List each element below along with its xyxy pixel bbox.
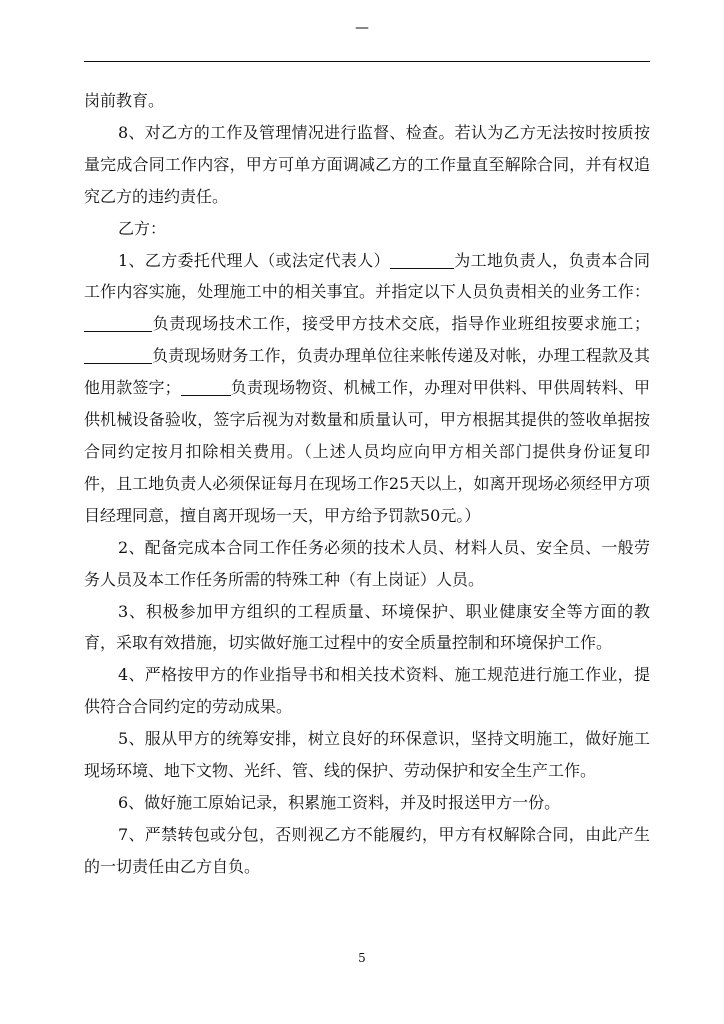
party-b-heading: 乙方： [118, 218, 167, 238]
paragraph-party-a-item-8: 8、对乙方的工作及管理情况进行监督、检查。若认为乙方无法按时按质按量完成合同工作内容，甲方可单方面调减乙方的工作量直至解除合同，并有权追究乙方的违约责任。 [84, 122, 650, 206]
finance-staff-blank [84, 345, 152, 364]
site-manager-blank [390, 250, 454, 269]
paragraph-party-b-item-6: 6、做好施工原始记录，积累施工资料，并及时报送甲方一份。 [118, 792, 561, 812]
item-1-part-a: 1、乙方委托代理人（或法定代表人） [118, 250, 390, 270]
header-rule [84, 61, 650, 62]
paragraph-party-b-item-1 [84, 245, 650, 532]
paragraph-continuation: 岗前教育。 [84, 91, 165, 110]
paragraph-party-b-item-2: 2、配备完成本合同工作任务必须的技术人员、材料人员、安全员、一般劳务人员及本工作任务所需的特殊工种（有上岗证）人员。 [84, 537, 650, 589]
header-mark: — [355, 20, 369, 36]
paragraph-party-b-item-3: 3、积极参加甲方组织的工程质量、环境保护、职业健康安全等方面的教育，采取有效措施，切实做好施工过程中的安全质量控制和环境保护工作。 [84, 601, 650, 653]
item-1-part-b: 为工地负责人，负责本合同工作内容实施，处理施工中的相关事宜。并指定以下人员负责相关的业务工作： [84, 250, 650, 302]
paragraph-party-b-item-4: 4、严格按甲方的作业指导书和相关技术资料、施工规范进行施工作业，提供符合合同约定的劳动成果。 [84, 665, 650, 717]
paragraph-party-b-item-5: 5、服从甲方的统筹安排，树立良好的环保意识，坚持文明施工，做好施工现场环境、地下文物、光纤、管、线的保护、劳动保护和安全生产工作。 [84, 729, 650, 781]
item-1-part-d: 负责现场财务工作，负责办理单位往来帐传递及对帐，办理工程款及其他用款签字； [84, 346, 650, 398]
document-body [84, 85, 650, 883]
item-1-part-e: 负责现场物资、机械工作，办理对甲供料、甲供周转料、甲供机械设备验收，签字后视为对数量和质量认可，甲方根据其提供的签收单据按合同约定按月扣除相关费用。（上述人员均应向甲方相关部门提供身份证复印件，且工地负责人必须保证每月在现场工作25天以上，如离开现场必须经甲方项目经理同意，擅自离开现场一天，甲方给予罚款50元。） [84, 378, 650, 525]
page-number: 5 [358, 951, 366, 965]
materials-staff-blank [181, 377, 231, 396]
paragraph-party-b-item-7: 7、严禁转包或分包，否则视乙方不能履约，甲方有权解除合同，由此产生的一切责任由乙方自负。 [84, 824, 650, 876]
item-1-part-c: 负责现场技术工作，接受甲方技术交底，指导作业班组按要求施工； [152, 314, 650, 334]
technical-staff-blank [84, 313, 152, 332]
